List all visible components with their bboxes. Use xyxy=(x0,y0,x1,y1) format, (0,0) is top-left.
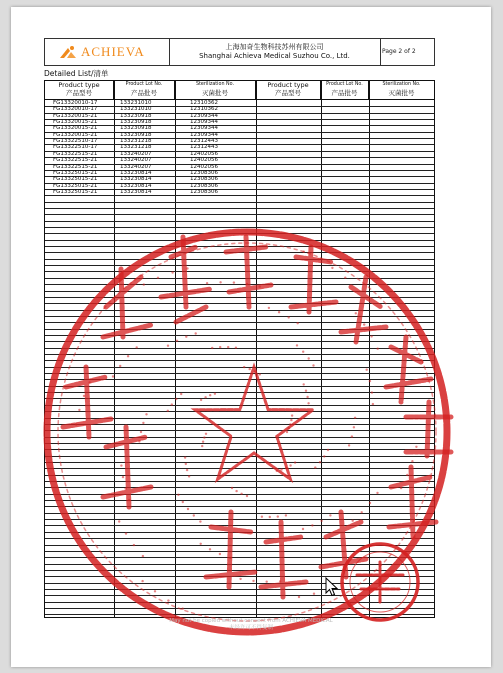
row-divider xyxy=(45,487,434,488)
column-divider xyxy=(256,81,257,617)
row-divider xyxy=(45,379,434,380)
row-divider xyxy=(45,424,434,425)
table-cell: 12309344 xyxy=(190,112,218,119)
table-cell: FG13322510-17 xyxy=(53,144,98,151)
row-divider xyxy=(45,437,434,438)
table-cell: 12309344 xyxy=(190,119,218,126)
row-divider xyxy=(45,164,434,165)
row-divider xyxy=(45,525,434,526)
row-divider xyxy=(45,386,434,387)
row-divider xyxy=(45,373,434,374)
column-header-lot-no-1: Product Lot No. 产品批号 xyxy=(114,81,175,99)
row-divider xyxy=(45,570,434,571)
row-divider xyxy=(45,271,434,272)
row-divider xyxy=(45,614,434,615)
row-divider xyxy=(45,506,434,507)
row-divider xyxy=(45,405,434,406)
table-cell: 133230918 xyxy=(120,112,152,119)
table-cell: 133231010 xyxy=(120,106,152,113)
row-divider xyxy=(45,183,434,184)
row-divider xyxy=(45,418,434,419)
row-divider xyxy=(45,468,434,469)
confidentiality-note-cn: 未经许可不得复制 xyxy=(228,625,273,631)
row-divider xyxy=(45,278,434,279)
column-header-sterilization-no-2: Sterilization No. 灭菌批号 xyxy=(382,82,421,97)
table-cell: 133240207 xyxy=(120,157,152,164)
achieva-logo-icon xyxy=(59,45,77,59)
table-cell: 12402056 xyxy=(190,157,218,164)
table-cell: 12309344 xyxy=(190,125,218,132)
row-divider xyxy=(45,341,434,342)
header-divider xyxy=(45,99,434,100)
row-divider xyxy=(45,132,434,133)
row-divider xyxy=(45,151,434,152)
row-divider xyxy=(45,557,434,558)
table-cell: FG13322515-21 xyxy=(53,150,98,157)
mouse-cursor-icon xyxy=(325,577,339,597)
row-divider xyxy=(45,240,434,241)
column-divider xyxy=(114,81,115,617)
row-divider xyxy=(45,208,434,209)
row-divider xyxy=(45,348,434,349)
row-divider xyxy=(45,322,434,323)
detail-table xyxy=(44,80,435,618)
table-cell: FG13322515-21 xyxy=(53,163,98,170)
row-divider xyxy=(45,360,434,361)
row-divider xyxy=(45,195,434,196)
table-cell: FG13320015-21 xyxy=(53,112,98,119)
table-cell: FG13322515-21 xyxy=(53,157,98,164)
table-cell: FG13320015-21 xyxy=(53,131,98,138)
row-divider xyxy=(45,449,434,450)
row-divider xyxy=(45,551,434,552)
row-divider xyxy=(45,202,434,203)
document-header xyxy=(44,38,435,66)
page-number: Page 2 of 2 xyxy=(382,48,416,55)
row-divider xyxy=(45,500,434,501)
row-divider xyxy=(45,246,434,247)
row-divider xyxy=(45,481,434,482)
row-divider xyxy=(45,221,434,222)
table-cell: 133231218 xyxy=(120,138,152,145)
row-divider xyxy=(45,545,434,546)
row-divider xyxy=(45,513,434,514)
table-cell: 133230814 xyxy=(120,188,152,195)
table-cell: 12312443 xyxy=(190,138,218,145)
row-divider xyxy=(45,329,434,330)
row-divider xyxy=(45,462,434,463)
row-divider xyxy=(45,443,434,444)
table-cell: FG13320015-21 xyxy=(53,125,98,132)
row-divider xyxy=(45,265,434,266)
table-cell: 133230814 xyxy=(120,176,152,183)
row-divider xyxy=(45,335,434,336)
column-divider xyxy=(321,81,322,617)
row-divider xyxy=(45,170,434,171)
table-cell: 133231218 xyxy=(120,144,152,151)
row-divider xyxy=(45,291,434,292)
table-cell: 12402056 xyxy=(190,150,218,157)
table-cell: FG13325015-21 xyxy=(53,182,98,189)
row-divider xyxy=(45,398,434,399)
row-divider xyxy=(45,608,434,609)
company-logo xyxy=(45,39,170,65)
row-divider xyxy=(45,456,434,457)
table-cell: 12308306 xyxy=(190,182,218,189)
row-divider xyxy=(45,214,434,215)
table-cell: FG13322510-17 xyxy=(53,138,98,145)
document-page xyxy=(11,7,491,667)
column-header-lot-no-2: Product Lot No. 产品批号 xyxy=(321,81,369,99)
row-divider xyxy=(45,519,434,520)
row-divider xyxy=(45,259,434,260)
company-name-block xyxy=(169,39,381,65)
table-cell: 12310362 xyxy=(190,100,218,106)
column-header-product-type-2: Product type 产品型号 xyxy=(256,81,321,99)
table-cell: 12308306 xyxy=(190,188,218,195)
row-divider xyxy=(45,157,434,158)
table-cell: 133240207 xyxy=(120,150,152,157)
table-cell: 12308306 xyxy=(190,176,218,183)
confidentiality-note-en: May not be copied without consent from ACHIEVA MEDICAL xyxy=(169,618,333,624)
table-cell: 12312443 xyxy=(190,144,218,151)
row-divider xyxy=(45,576,434,577)
list-title: Detailed List/清单 xyxy=(44,69,109,78)
row-divider xyxy=(45,494,434,495)
table-cell: FG13325015-21 xyxy=(53,169,98,176)
row-divider xyxy=(45,106,434,107)
column-divider xyxy=(369,81,370,617)
row-divider xyxy=(45,316,434,317)
row-divider xyxy=(45,354,434,355)
row-divider xyxy=(45,138,434,139)
row-divider xyxy=(45,475,434,476)
company-name-en: Shanghai Achieva Medical Suzhou Co., Ltd. xyxy=(199,52,350,60)
row-divider xyxy=(45,144,434,145)
row-divider xyxy=(45,113,434,114)
column-divider xyxy=(175,81,176,617)
row-divider xyxy=(45,595,434,596)
confidentiality-note xyxy=(111,618,391,632)
table-cell: 12402056 xyxy=(190,163,218,170)
table-cell: 12309344 xyxy=(190,131,218,138)
row-divider xyxy=(45,189,434,190)
table-cell: FG13325015-21 xyxy=(53,176,98,183)
row-divider xyxy=(45,297,434,298)
table-cell: 133230918 xyxy=(120,125,152,132)
row-divider xyxy=(45,125,434,126)
company-name-cn: 上海加奇生物科技苏州有限公司 xyxy=(225,43,324,51)
table-cell: FG13320010-17 xyxy=(53,100,98,106)
table-cell: 133230814 xyxy=(120,169,152,176)
column-header-sterilization-no-1: Sterilization No. 灭菌批号 xyxy=(175,81,256,99)
row-divider xyxy=(45,589,434,590)
row-divider xyxy=(45,284,434,285)
row-divider xyxy=(45,430,434,431)
row-divider xyxy=(45,367,434,368)
table-cell: 133230918 xyxy=(120,131,152,138)
row-divider xyxy=(45,392,434,393)
row-divider xyxy=(45,119,434,120)
row-divider xyxy=(45,602,434,603)
row-divider xyxy=(45,532,434,533)
row-divider xyxy=(45,303,434,304)
table-cell: 12308306 xyxy=(190,169,218,176)
row-divider xyxy=(45,583,434,584)
table-cell: FG13325015-21 xyxy=(53,188,98,195)
table-cell: FG13320010-17 xyxy=(53,106,98,113)
column-header-product-type-1: Product type 产品型号 xyxy=(45,81,114,99)
table-cell: FG13320015-21 xyxy=(53,119,98,126)
table-cell: 133231010 xyxy=(120,100,152,106)
row-divider xyxy=(45,564,434,565)
row-divider xyxy=(45,411,434,412)
row-divider xyxy=(45,227,434,228)
table-cell: 133230814 xyxy=(120,182,152,189)
logo-text: ACHIEVA xyxy=(81,44,145,59)
row-divider xyxy=(45,538,434,539)
row-divider xyxy=(45,176,434,177)
row-divider xyxy=(45,252,434,253)
table-cell: 133240207 xyxy=(120,163,152,170)
row-divider xyxy=(45,310,434,311)
table-cell: 133230918 xyxy=(120,119,152,126)
row-divider xyxy=(45,233,434,234)
table-cell: 12310362 xyxy=(190,106,218,113)
